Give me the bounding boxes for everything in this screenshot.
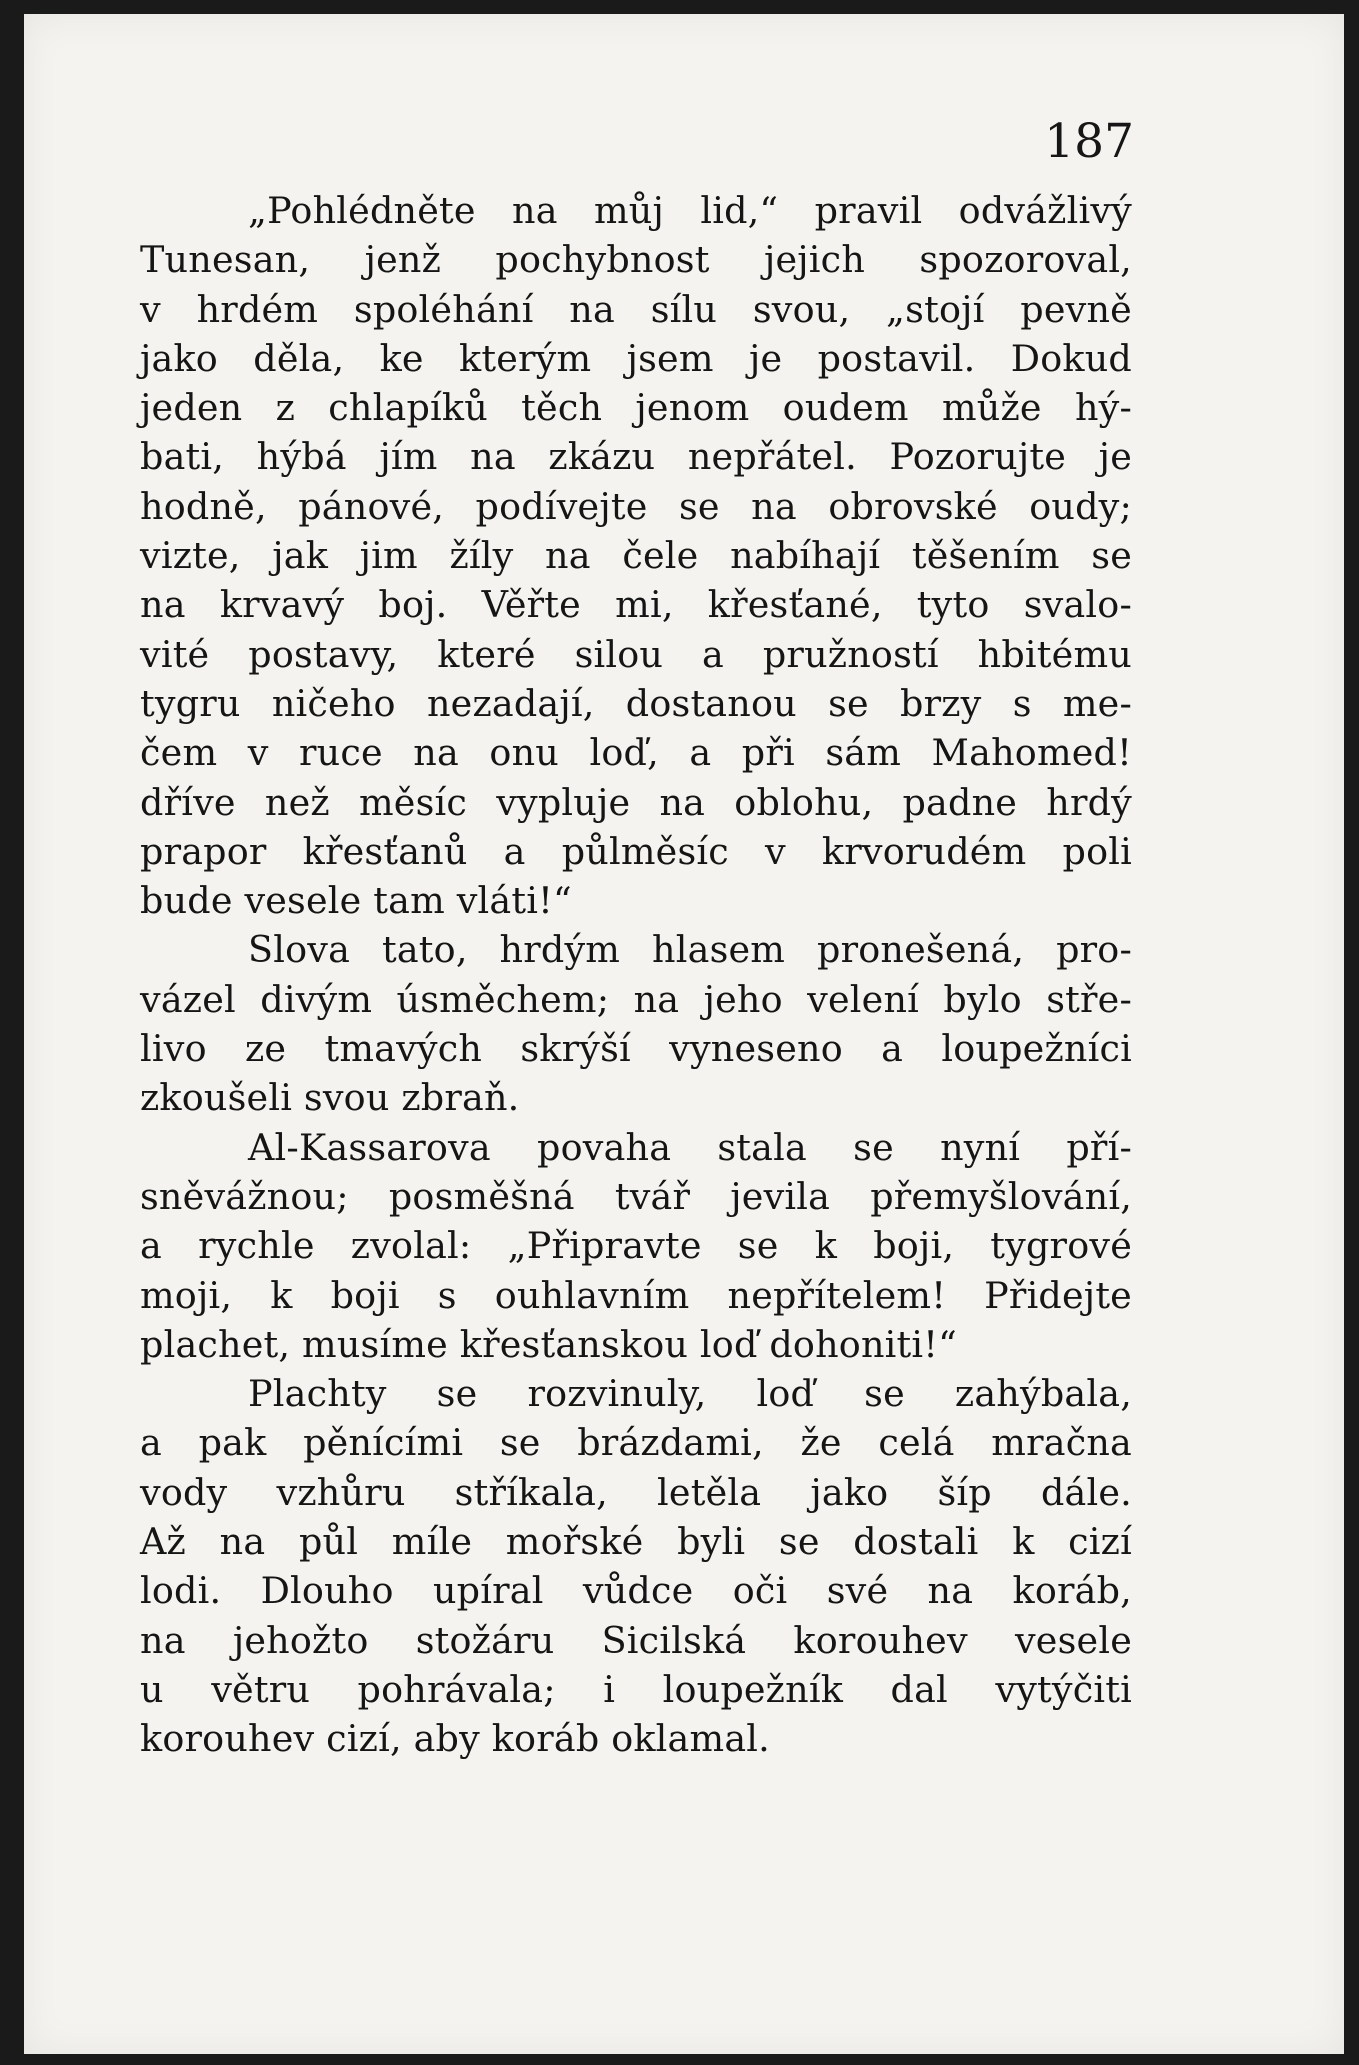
text-line: čem v ruce na onu loď, a při sám Mahomed!	[140, 731, 1132, 775]
text-line: vité postavy, které silou a pružností hbitému	[140, 632, 1132, 676]
text-line: bude vesele tam vláti!“	[140, 879, 572, 923]
text-line: v hrdém spoléhání na sílu svou, „stojí pevně	[140, 287, 1132, 331]
text-line: jeden z chlapíků těch jenom oudem může hý-	[140, 386, 1132, 430]
text-line: zkoušeli svou zbraň.	[140, 1076, 520, 1120]
text-line: u větru pohrávala; i loupežník dal vytýčiti	[140, 1667, 1132, 1711]
text-line: tygru ničeho nezadají, dostanou se brzy s me-	[140, 681, 1132, 725]
text-line: vizte, jak jim žíly na čele nabíhají těšením se	[140, 534, 1132, 578]
text-line: Slova tato, hrdým hlasem pronešená, pro-	[248, 928, 1132, 972]
text-line: Plachty se rozvinuly, loď se zahýbala,	[248, 1372, 1132, 1416]
text-line: Al-Kassarova povaha stala se nyní pří-	[248, 1125, 1132, 1169]
text-line: dříve než měsíc vypluje na oblohu, padne hrdý	[140, 780, 1132, 824]
text-line: Až na půl míle mořské byli se dostali k cizí	[140, 1520, 1132, 1564]
text-line: moji, k boji s ouhlavním nepřítelem! Přidejte	[140, 1273, 1132, 1317]
text-line: bati, hýbá jím na zkázu nepřátel. Pozorujte je	[140, 435, 1132, 479]
text-line: na jehožto stožáru Sicilská korouhev vesele	[140, 1618, 1132, 1662]
text-line: korouhev cizí, aby koráb oklamal.	[140, 1717, 770, 1761]
text-line: a pak pěnícími se brázdami, že celá mračna	[140, 1421, 1132, 1465]
text-line: vázel divým úsměchem; na jeho velení bylo stře-	[140, 977, 1132, 1021]
paragraph	[140, 1369, 1132, 1763]
text-line: jako děla, ke kterým jsem je postavil. Dokud	[140, 336, 1132, 380]
text-line: sněvážnou; posměšná tvář jevila přemyšlování,	[140, 1174, 1132, 1218]
text-line: a rychle zvolal: „Připravte se k boji, tygrové	[140, 1224, 1132, 1268]
text-line: vody vzhůru stříkala, letěla jako šíp dále.	[140, 1470, 1132, 1514]
paragraph	[140, 925, 1132, 1122]
text-line: prapor křesťanů a půlměsíc v krvorudém poli	[140, 829, 1132, 873]
text-line: livo ze tmavých skrýší vyneseno a loupežníci	[140, 1027, 1132, 1071]
page-number: 187	[1044, 114, 1134, 169]
body-text	[140, 186, 1132, 1764]
paragraph	[140, 1123, 1132, 1369]
text-line: hodně, pánové, podívejte se na obrovské oudy;	[140, 484, 1132, 528]
text-line: „Pohlédněte na můj lid,“ pravil odvážlivý	[248, 189, 1132, 232]
book-page	[24, 14, 1344, 2054]
paragraph	[140, 186, 1132, 925]
text-line: plachet, musíme křesťanskou loď dohoniti!“	[140, 1322, 958, 1366]
text-line: lodi. Dlouho upíral vůdce oči své na koráb,	[140, 1569, 1132, 1613]
text-line: na krvavý boj. Věřte mi, křesťané, tyto svalo-	[140, 583, 1132, 627]
text-line: Tunesan, jenž pochybnost jejich spozoroval,	[140, 238, 1132, 282]
